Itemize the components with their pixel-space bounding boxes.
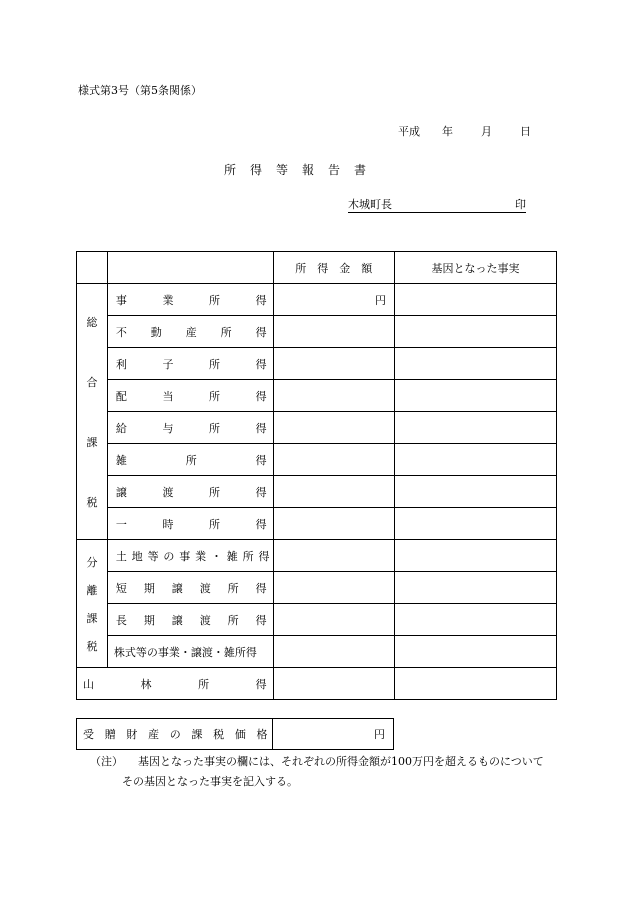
addressee-line: [348, 198, 526, 213]
cause-cell[interactable]: [394, 572, 556, 604]
item-tochi: 土 地 等 の 事 業 ・ 雑 所 得: [107, 540, 273, 572]
page-title: [224, 161, 380, 178]
amount-cell[interactable]: [273, 348, 394, 380]
form-number: 様式第3号（第5条関係）: [78, 84, 202, 97]
category-char: 総: [86, 315, 98, 329]
date-line: [398, 123, 531, 139]
header-amount: 所 得 金 額: [273, 252, 394, 284]
item-ichiji: 一 時 所 得: [107, 508, 273, 540]
table-row: [77, 476, 557, 508]
amount-cell[interactable]: [273, 380, 394, 412]
seal-mark: 印: [515, 198, 526, 211]
table-row: [77, 719, 394, 750]
table-row: [77, 572, 557, 604]
amount-cell[interactable]: [273, 572, 394, 604]
note-line1: 基因となった事実の欄には、それぞれの所得金額が100万円を超えるものについて: [138, 755, 544, 768]
date-day: 日: [520, 125, 531, 138]
note: [90, 752, 544, 792]
table-row: [77, 508, 557, 540]
cause-cell[interactable]: [394, 380, 556, 412]
title-char: 得: [250, 163, 263, 177]
note-line2: その基因となった事実を記入する。: [122, 775, 298, 788]
item-fudosan: 不 動 産 所 得: [107, 316, 273, 348]
amount-cell[interactable]: [273, 476, 394, 508]
amount-cell[interactable]: [273, 316, 394, 348]
table-row: [77, 284, 557, 316]
cause-cell[interactable]: [394, 316, 556, 348]
amount-cell[interactable]: [273, 508, 394, 540]
title-char: 報: [302, 163, 315, 177]
table-row: [77, 380, 557, 412]
category-char: 税: [86, 495, 98, 509]
item-kabushiki: 株式等の事業・譲渡・雑所得: [107, 636, 273, 668]
table-header-row: [77, 252, 557, 284]
category-char: 分: [86, 555, 98, 569]
amount-cell[interactable]: [273, 540, 394, 572]
item-joto: 譲 渡 所 得: [107, 476, 273, 508]
item-rishi: 利 子 所 得: [107, 348, 273, 380]
category-sogo: [77, 284, 108, 540]
header-item: [107, 252, 273, 284]
title-char: 告: [328, 163, 341, 177]
note-label: （注）: [90, 755, 123, 768]
amount-cell[interactable]: [273, 444, 394, 476]
item-choki: 長 期 譲 渡 所 得: [107, 604, 273, 636]
category-char: 税: [86, 639, 98, 653]
income-table: [76, 251, 557, 700]
item-jigyo: 事 業 所 得: [107, 284, 273, 316]
cause-cell[interactable]: [394, 540, 556, 572]
category-char: 課: [86, 611, 98, 625]
title-char: 所: [224, 163, 237, 177]
item-haito: 配 当 所 得: [107, 380, 273, 412]
cause-cell[interactable]: [394, 412, 556, 444]
cause-cell[interactable]: [394, 604, 556, 636]
category-char: 課: [86, 435, 98, 449]
addressee-name: 木城町長: [348, 198, 392, 211]
table-row: [77, 540, 557, 572]
cause-cell[interactable]: [394, 636, 556, 668]
cause-cell[interactable]: [394, 668, 556, 700]
cause-cell[interactable]: [394, 444, 556, 476]
category-char: 合: [86, 375, 98, 389]
date-year: 年: [442, 125, 453, 138]
item-zatsu: 雑 所 得: [107, 444, 273, 476]
amount-cell[interactable]: [273, 636, 394, 668]
cause-cell[interactable]: [394, 348, 556, 380]
item-tanki: 短 期 譲 渡 所 得: [107, 572, 273, 604]
header-blank: [77, 252, 108, 284]
gift-label: 受 贈 財 産 の 課 税 価 格: [77, 719, 273, 750]
cause-cell[interactable]: [394, 476, 556, 508]
category-char: 離: [86, 583, 98, 597]
table-row: [77, 316, 557, 348]
cause-cell[interactable]: [394, 508, 556, 540]
amount-cell[interactable]: [273, 412, 394, 444]
item-sanrin: 山 林 所 得: [77, 668, 274, 700]
title-char: 等: [276, 163, 289, 177]
title-char: 書: [354, 163, 367, 177]
item-kyuyo: 給 与 所 得: [107, 412, 273, 444]
table-row: [77, 348, 557, 380]
table-row: [77, 444, 557, 476]
date-era: 平成: [398, 125, 420, 138]
amount-cell[interactable]: [273, 668, 394, 700]
amount-cell[interactable]: [273, 604, 394, 636]
date-month: 月: [481, 125, 492, 138]
table-row: [77, 668, 557, 700]
gift-table: [76, 718, 394, 750]
cause-cell[interactable]: [394, 284, 556, 316]
table-row: [77, 412, 557, 444]
gift-amount-cell[interactable]: 円: [272, 719, 393, 750]
table-row: [77, 636, 557, 668]
amount-cell[interactable]: 円: [273, 284, 394, 316]
category-bunri: [77, 540, 108, 668]
header-cause: 基因となった事実: [394, 252, 556, 284]
table-row: [77, 604, 557, 636]
